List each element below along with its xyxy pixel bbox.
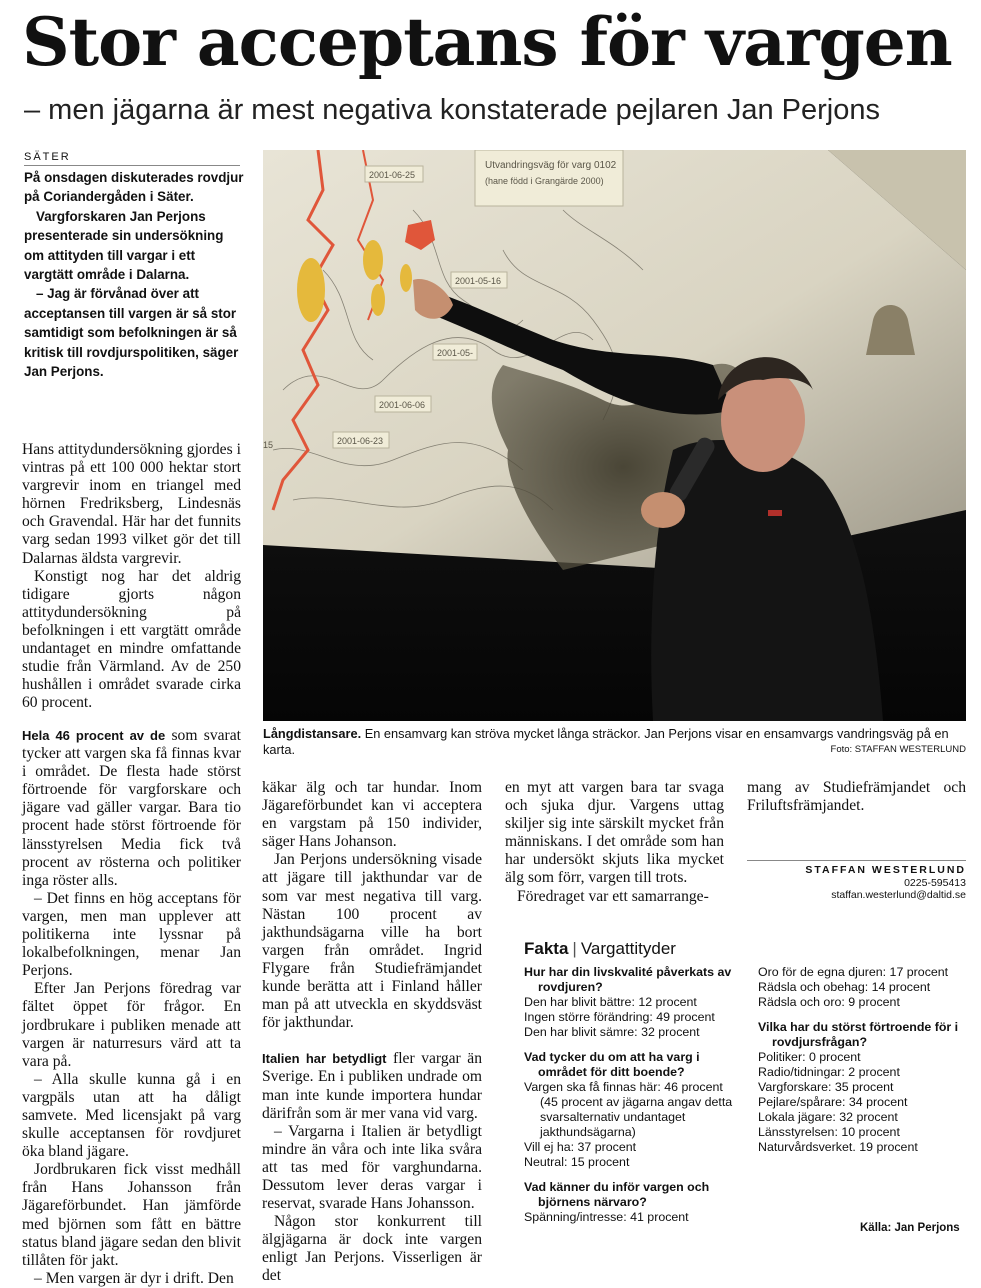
body-paragraph: – Men vargen är dyr i drift. Den [34, 1269, 234, 1287]
fakta-answer: Vargen ska få finnas här: 46 procent (45 procent av jägarna angav detta svarsalternativ undantaget jakthundsägarna) [524, 1080, 733, 1139]
byline [747, 860, 966, 902]
body-paragraph: Jan Perjons undersökning visade att jägare till jakthundar var de som var mest negativa till varg. Nästan 100 procent av jakthundsägarna ville ha bort vargen från området. Ingrid Flygare från Studiefrämjandet kunde berätta att i Finland håller man på att utveckla en skyddsväst för jakthundar. [262, 851, 482, 1032]
caption-label: Långdistansare. [263, 726, 362, 741]
body-paragraph: Någon stor konkurrent till älgjägarna är dock inte vargen enligt Jan Perjons. Visserligen är det [262, 1213, 482, 1285]
fakta-answer: Pejlare/spårare: 34 procent [758, 1095, 908, 1109]
fakta-question: Hur har din livskvalité påverkats av rovdjuren? [524, 965, 732, 994]
body-paragraph: – Det finns en hög acceptans för vargen, men man upplever att politikerna inte lyssnar på lokalbefolkningen, menar Jan Perjons. [22, 889, 241, 980]
body-paragraph: käkar älg och tar hundar. Inom Jägareförbundet kan vi acceptera en vargstam på 150 individer, säger Hans Johanson. [262, 779, 482, 851]
fakta-question: Vilka har du störst förtroende för i rovdjursfrågan? [758, 1020, 959, 1049]
map-title: Utvandringsväg för varg 0102 [485, 160, 617, 171]
fakta-right-column [758, 965, 968, 1155]
map-date-label: 2001-06-25 [369, 170, 416, 180]
fakta-answer: Den har blivit sämre: 32 procent [524, 1025, 700, 1039]
fakta-answer: Den har blivit bättre: 12 procent [524, 995, 697, 1009]
fakta-answer: Ingen större förändring: 49 procent [524, 1010, 715, 1024]
body-column-3 [505, 779, 724, 906]
fakta-answer: Politiker: 0 procent [758, 1050, 861, 1064]
fakta-answer: Neutral: 15 procent [524, 1155, 630, 1169]
body-paragraph: – Vargarna i Italien är betydligt mindre än våra och inte lika svåra att tas med för varghundarna. Dessutom lever deras vargar i reservat, svarade Hans Johansson. [262, 1122, 482, 1213]
fakta-answer: Radio/tidningar: 2 procent [758, 1065, 900, 1079]
map-date-label: 2001-05- [437, 348, 474, 358]
article-photo [263, 150, 966, 721]
fakta-answer: Vargforskare: 35 procent [758, 1080, 894, 1094]
fakta-subtitle: Vargattityder [580, 939, 676, 958]
body-column-1-upper [22, 441, 241, 712]
lead-text: – Jag är förvånad över att acceptansen till vargen är så stor samtidigt som befolkningen är så kritisk till rovdjurspolitiken, säger Jan Perjons. [24, 286, 239, 380]
fakta-header [524, 938, 966, 960]
run-in-heading: Hela 46 procent av de [22, 728, 166, 743]
body-paragraph: en myt att vargen bara tar svaga och sjuka djur. Vargens uttag skiljer sig inte särskilt mycket från människans. I det område som han har undersökt skjuts lika mycket älg som förr, vargen till trots. [505, 779, 724, 887]
body-paragraph: Jordbrukaren fick visst medhåll från Hans Johansson från Jägareförbundet. Han jämförde med björnen som fått en bättre status bland jägare sedan den blivit tillåten för jakt. [22, 1161, 241, 1269]
body-column-1-lower [22, 727, 241, 1288]
map-edge-number: 15 [263, 440, 274, 450]
fakta-question: Vad tycker du om att ha varg i området för ditt boende? [524, 1050, 700, 1079]
lead-text: Vargforskaren Jan Perjons presenterade sin undersökning om attityden till vargar i ett vargtätt område i Dalarna. [24, 208, 224, 283]
body-paragraph: Konstigt nog har det aldrig tidigare gjorts någon attitydundersökning på befolkningen i ett vargtätt område undantaget en mindre omfattande studie från Värmland. Av de 250 hushållen i området svarade cirka 60 procent. [22, 567, 241, 712]
fakta-question: Vad känner du inför vargen och björnens närvaro? [524, 1180, 710, 1209]
fakta-left-column [524, 965, 744, 1225]
body-column-4 [747, 779, 966, 815]
photo-caption [263, 726, 966, 758]
body-paragraph: Italien har betydligt fler vargar än Sverige. En i publiken undrade om man inte kunde importera hundar därifrån som är mer vana vid varg. [262, 1050, 483, 1122]
body-paragraph: mang av Studiefrämjandet och Friluftsfrämjandet. [747, 779, 966, 815]
fakta-answer: Länsstyrelsen: 10 procent [758, 1125, 900, 1139]
fakta-answer: Naturvårdsverket. 19 procent [758, 1140, 918, 1154]
dateline: SÄTER [24, 151, 240, 166]
fakta-answer: Rädsla och oro: 9 procent [758, 995, 900, 1009]
caption-text: En ensamvarg kan ströva mycket långa sträckor. Jan Perjons visar en ensamvargs vandringsväg på en karta. [263, 726, 949, 757]
fakta-answer: Lokala jägare: 32 procent [758, 1110, 898, 1124]
photo-credit: Foto: STAFFAN WESTERLUND [830, 744, 966, 755]
fakta-answer: Spänning/intresse: 41 procent [524, 1210, 689, 1224]
subheadline: – men jägarna är mest negativa konstaterade pejlaren Jan Perjons [24, 94, 881, 126]
fakta-separator: | [572, 939, 577, 958]
fakta-answer: Rädsla och obehag: 14 procent [758, 980, 931, 994]
map-date-label: 2001-06-23 [337, 436, 384, 446]
lead-paragraph [24, 168, 246, 381]
fakta-answer: Vill ej ha: 37 procent [524, 1140, 637, 1154]
body-paragraph: Efter Jan Perjons föredrag var fältet öppet för frågor. En jordbrukare i publiken menade att vargen är naturresurs värd att ta vara på. [22, 980, 241, 1070]
byline-email: staffan.westerlund@daltid.se [831, 889, 966, 901]
map-subtitle: (hane född i Grangärde 2000) [485, 176, 604, 186]
body-paragraph: Hans attitydundersökning gjordes i vintras på ett 100 000 hektar stort vargrevir inom en triangel med hörnen Fredriksberg, Lindesnäs och Gravendal. Här har det funnits varg sedan 1993 vilket gör det till Dalarnas äldsta vargrevir. [22, 441, 241, 567]
body-paragraph: Föredraget var ett samarrange- [517, 887, 709, 905]
body-paragraph: Hela 46 procent av de som svarat tycker att vargen ska få finnas kvar i området. De flesta hade störst förtroende för vargforskare och jägare vad gäller vargar. Bara tio procent hade störst förtroende för länsstyrelsen Media fick två procent av rösterna och politiker inga röster alls. [22, 727, 241, 889]
map-date-label: 2001-06-06 [379, 400, 426, 410]
byline-phone: 0225-595413 [904, 876, 966, 889]
byline-name: STAFFAN WESTERLUND [805, 864, 966, 876]
headline: Stor acceptans för vargen [22, 3, 952, 81]
run-in-heading: Italien har betydligt [262, 1051, 387, 1067]
fakta-title: Fakta [524, 939, 569, 958]
fakta-source: Källa: Jan Perjons [860, 1222, 960, 1234]
body-paragraph: – Alla skulle kunna gå i en vargpäls utan att ha dåligt samvete. Med licensjakt på varg skulle acceptansen för rovdjuret öka bland jägare. [22, 1070, 241, 1161]
map-date-label: 2001-05-16 [455, 276, 502, 286]
lead-text: På onsdagen diskuterades rovdjur på Coriandergåden i Säter. [24, 170, 244, 205]
fakta-answer: Oro för de egna djuren: 17 procent [758, 965, 949, 979]
body-column-2 [262, 779, 482, 1286]
